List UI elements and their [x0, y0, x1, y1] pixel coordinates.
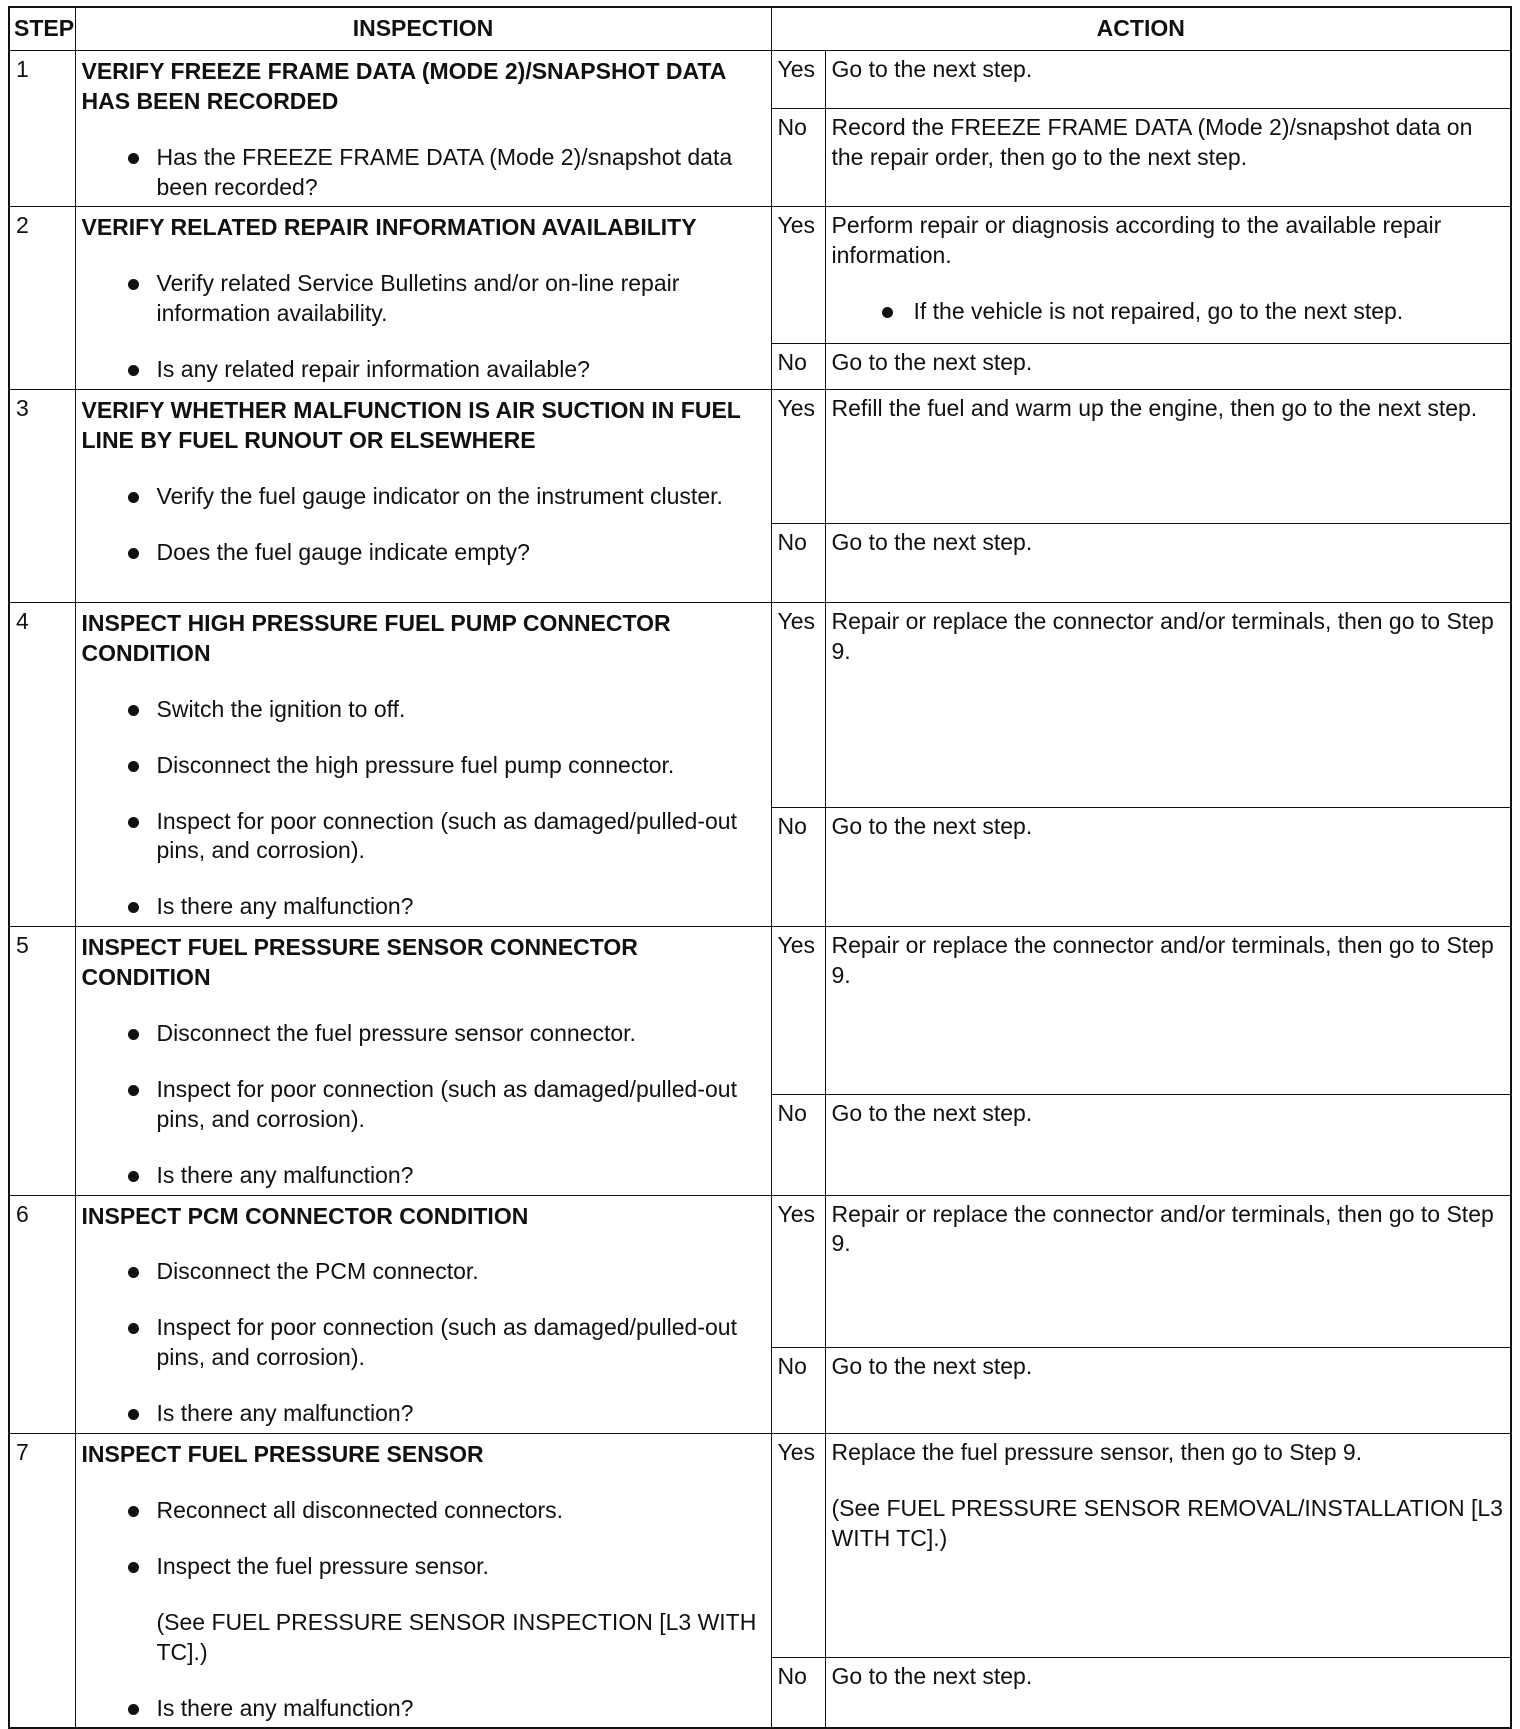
no-action: Go to the next step.: [825, 1347, 1511, 1434]
inspection-bullet-list: [82, 1694, 765, 1724]
table-row: [9, 1434, 1511, 1658]
yes-label: Yes: [771, 1434, 825, 1658]
inspection-bullet-list: [82, 1496, 765, 1582]
no-label: No: [771, 343, 825, 389]
inspection-bullet: Inspect for poor connection (such as damaged/pulled-out pins, and corrosion).: [82, 1313, 765, 1373]
no-label: No: [771, 808, 825, 927]
no-action: Go to the next step.: [825, 1657, 1511, 1728]
inspection-cell: [75, 50, 771, 207]
inspection-cell: [75, 207, 771, 390]
action-reference-note: (See FUEL PRESSURE SENSOR REMOVAL/INSTALLATION [L3 WITH TC].): [831, 1494, 1503, 1551]
yes-label: Yes: [771, 1195, 825, 1347]
yes-action: Perform repair or diagnosis according to the available repair information.: [831, 212, 1442, 269]
inspection-bullet-list: [82, 1019, 765, 1191]
no-label: No: [771, 524, 825, 603]
inspection-bullet: Disconnect the PCM connector.: [82, 1257, 765, 1287]
step-column-header: STEP: [9, 7, 75, 50]
step-title: INSPECT PCM CONNECTOR CONDITION: [81, 1202, 529, 1229]
table-row: [9, 50, 1511, 108]
step-number: 3: [9, 390, 75, 603]
table-row: [9, 603, 1511, 808]
inspection-cell: [75, 1195, 771, 1433]
inspection-bullet: Does the fuel gauge indicate empty?: [82, 538, 765, 568]
inspection-bullet: Has the FREEZE FRAME DATA (Mode 2)/snapshot data been recorded?: [82, 143, 765, 203]
no-action: Go to the next step.: [825, 524, 1511, 603]
yes-label: Yes: [771, 207, 825, 343]
inspection-cell: [75, 927, 771, 1195]
step-title: INSPECT HIGH PRESSURE FUEL PUMP CONNECTOR CONDITION: [81, 610, 671, 666]
inspection-bullet: Inspect for poor connection (such as damaged/pulled-out pins, and corrosion).: [82, 1075, 765, 1135]
step-number: 2: [9, 207, 75, 390]
inspection-bullet-list: [82, 695, 765, 922]
yes-action: Repair or replace the connector and/or terminals, then go to Step 9.: [825, 1195, 1511, 1347]
action-column-header: ACTION: [771, 7, 1511, 50]
no-action: Go to the next step.: [825, 1095, 1511, 1195]
yes-label: Yes: [771, 390, 825, 524]
inspection-bullet: Disconnect the high pressure fuel pump connector.: [82, 751, 765, 781]
step-number: 7: [9, 1434, 75, 1729]
no-label: No: [771, 1095, 825, 1195]
table-row: [9, 927, 1511, 1095]
action-bullet: If the vehicle is not repaired, go to the next step.: [832, 297, 1505, 327]
inspection-bullet: Verify related Service Bulletins and/or on-line repair information availability.: [82, 269, 765, 329]
inspection-bullet-list: [82, 1257, 765, 1429]
yes-action: Replace the fuel pressure sensor, then go to Step 9.: [831, 1439, 1363, 1466]
inspection-bullet: Is there any malfunction?: [82, 892, 765, 922]
step-title: INSPECT FUEL PRESSURE SENSOR: [81, 1441, 484, 1468]
inspection-column-header: INSPECTION: [75, 7, 771, 50]
inspection-bullet: Switch the ignition to off.: [82, 695, 765, 725]
diagnostic-procedure-table: [8, 6, 1512, 1729]
step-title: VERIFY WHETHER MALFUNCTION IS AIR SUCTION IN FUEL LINE BY FUEL RUNOUT OR ELSEWHERE: [81, 397, 741, 453]
inspection-bullet: Disconnect the fuel pressure sensor connector.: [82, 1019, 765, 1049]
table-row: [9, 390, 1511, 524]
inspection-bullet-list: [82, 269, 765, 385]
inspection-cell: [75, 1434, 771, 1729]
step-title: VERIFY RELATED REPAIR INFORMATION AVAILABILITY: [81, 214, 697, 241]
no-action: Go to the next step.: [825, 808, 1511, 927]
yes-label: Yes: [771, 603, 825, 808]
no-label: No: [771, 109, 825, 207]
inspection-reference-note: (See FUEL PRESSURE SENSOR INSPECTION [L3 WITH TC].): [156, 1608, 757, 1665]
yes-label: Yes: [771, 50, 825, 108]
inspection-bullet: Is there any malfunction?: [82, 1399, 765, 1429]
yes-action: Refill the fuel and warm up the engine, then go to the next step.: [825, 390, 1511, 524]
step-number: 5: [9, 927, 75, 1195]
step-title: VERIFY FREEZE FRAME DATA (MODE 2)/SNAPSHOT DATA HAS BEEN RECORDED: [81, 57, 726, 114]
inspection-bullet: Is there any malfunction?: [82, 1694, 765, 1724]
inspection-bullet: Is any related repair information available?: [82, 355, 765, 385]
step-title: INSPECT FUEL PRESSURE SENSOR CONNECTOR CONDITION: [81, 934, 638, 991]
no-label: No: [771, 1347, 825, 1434]
inspection-bullet: Verify the fuel gauge indicator on the instrument cluster.: [82, 482, 765, 512]
yes-action: Repair or replace the connector and/or terminals, then go to Step 9.: [825, 603, 1511, 808]
yes-action-cell: [825, 207, 1511, 343]
yes-action-cell: [825, 1434, 1511, 1658]
yes-action: Go to the next step.: [825, 50, 1511, 108]
inspection-bullet-list: [82, 143, 765, 203]
inspection-bullet: Is there any malfunction?: [82, 1161, 765, 1191]
table-row: [9, 1195, 1511, 1347]
inspection-cell: [75, 603, 771, 927]
step-number: 4: [9, 603, 75, 927]
step-number: 1: [9, 50, 75, 207]
yes-label: Yes: [771, 927, 825, 1095]
step-number: 6: [9, 1195, 75, 1433]
no-action: Record the FREEZE FRAME DATA (Mode 2)/snapshot data on the repair order, then go to the next step.: [825, 109, 1511, 207]
inspection-bullet: Reconnect all disconnected connectors.: [82, 1496, 765, 1526]
inspection-bullet: Inspect for poor connection (such as damaged/pulled-out pins, and corrosion).: [82, 807, 765, 867]
table-row: [9, 207, 1511, 343]
yes-action: Repair or replace the connector and/or terminals, then go to Step 9.: [825, 927, 1511, 1095]
inspection-bullet-list: [82, 482, 765, 568]
no-label: No: [771, 1657, 825, 1728]
inspection-bullet: Inspect the fuel pressure sensor.: [82, 1552, 765, 1582]
no-action: Go to the next step.: [825, 343, 1511, 389]
inspection-cell: [75, 390, 771, 603]
